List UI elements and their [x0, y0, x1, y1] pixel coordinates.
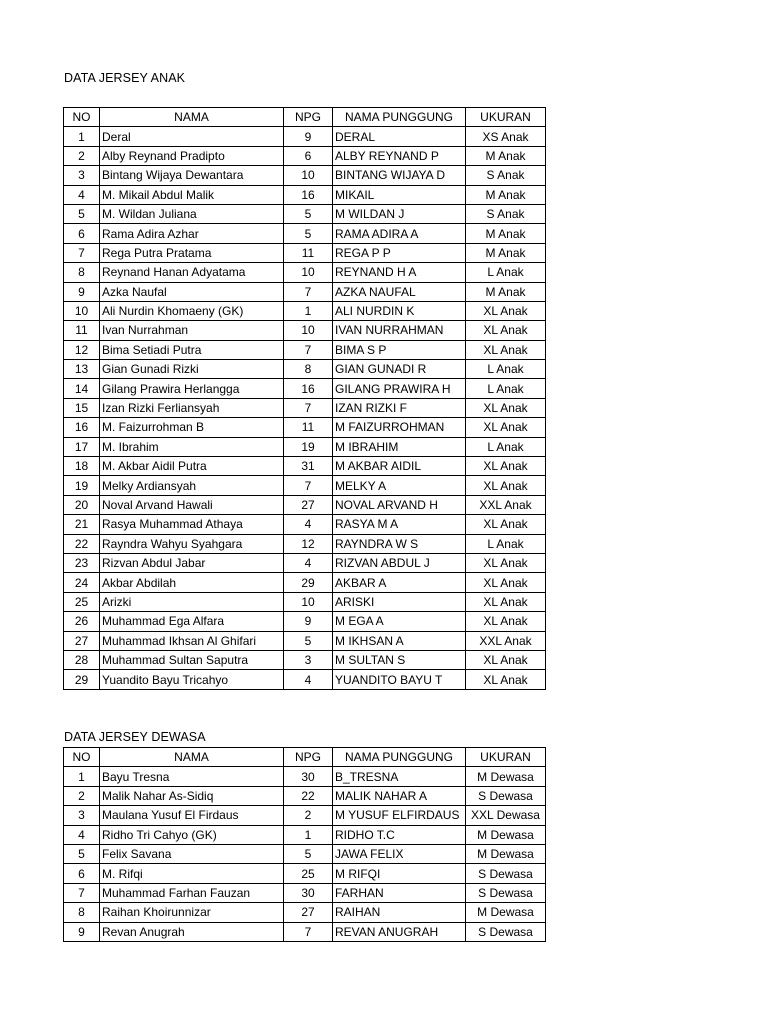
cell-nama: Azka Naufal	[100, 282, 284, 301]
table-header-row	[64, 108, 546, 127]
cell-npg: 6	[284, 146, 333, 165]
cell-npg: 9	[284, 612, 333, 631]
cell-ukuran: M Anak	[466, 282, 546, 301]
cell-nama-punggung: M RIFQI	[333, 864, 466, 883]
cell-no: 29	[64, 670, 100, 689]
cell-nama: Gian Gunadi Rizki	[100, 360, 284, 379]
column-header-nama-punggung: NAMA PUNGGUNG	[333, 748, 466, 767]
table-row	[64, 418, 546, 437]
cell-npg: 7	[284, 398, 333, 417]
cell-nama: Felix Savana	[100, 844, 284, 863]
cell-nama: Rayndra Wahyu Syahgara	[100, 534, 284, 553]
cell-ukuran: XS Anak	[466, 127, 546, 146]
table-row	[64, 534, 546, 553]
cell-nama-punggung: M IKHSAN A	[333, 631, 466, 650]
cell-no: 21	[64, 515, 100, 534]
table-row	[64, 903, 546, 922]
cell-ukuran: XXL Dewasa	[466, 806, 546, 825]
cell-npg: 30	[284, 883, 333, 902]
cell-nama: Muhammad Ikhsan Al Ghifari	[100, 631, 284, 650]
cell-nama: Yuandito Bayu Tricahyo	[100, 670, 284, 689]
cell-ukuran: M Anak	[466, 146, 546, 165]
cell-no: 14	[64, 379, 100, 398]
column-header-ukuran: UKURAN	[466, 748, 546, 767]
table-row	[64, 806, 546, 825]
cell-npg: 12	[284, 534, 333, 553]
cell-no: 27	[64, 631, 100, 650]
cell-no: 7	[64, 883, 100, 902]
table-row	[64, 166, 546, 185]
cell-nama: Ridho Tri Cahyo (GK)	[100, 825, 284, 844]
table-row	[64, 786, 546, 805]
table-row	[64, 476, 546, 495]
cell-no: 13	[64, 360, 100, 379]
cell-nama-punggung: AKBAR A	[333, 573, 466, 592]
cell-ukuran: S Dewasa	[466, 922, 546, 941]
cell-nama: Bintang Wijaya Dewantara	[100, 166, 284, 185]
cell-nama-punggung: M YUSUF ELFIRDAUS	[333, 806, 466, 825]
cell-nama: M. Ibrahim	[100, 437, 284, 456]
cell-ukuran: M Dewasa	[466, 825, 546, 844]
cell-no: 5	[64, 844, 100, 863]
cell-nama-punggung: M EGA A	[333, 612, 466, 631]
cell-npg: 7	[284, 340, 333, 359]
cell-nama: Bima Setiadi Putra	[100, 340, 284, 359]
cell-no: 26	[64, 612, 100, 631]
cell-ukuran: XL Anak	[466, 573, 546, 592]
jersey-table-anak	[63, 107, 546, 690]
table-row	[64, 670, 546, 689]
cell-npg: 1	[284, 825, 333, 844]
column-header-nama-punggung: NAMA PUNGGUNG	[333, 108, 466, 127]
cell-nama-punggung: ARISKI	[333, 592, 466, 611]
cell-ukuran: L Anak	[466, 534, 546, 553]
cell-nama-punggung: GIAN GUNADI R	[333, 360, 466, 379]
cell-nama-punggung: B_TRESNA	[333, 767, 466, 786]
cell-nama-punggung: M SULTAN S	[333, 650, 466, 669]
cell-ukuran: XL Anak	[466, 476, 546, 495]
cell-nama: Rama Adira Azhar	[100, 224, 284, 243]
cell-no: 1	[64, 767, 100, 786]
cell-nama-punggung: REYNAND H A	[333, 263, 466, 282]
cell-ukuran: XL Anak	[466, 670, 546, 689]
cell-npg: 7	[284, 476, 333, 495]
cell-no: 28	[64, 650, 100, 669]
table-row	[64, 340, 546, 359]
table-row	[64, 553, 546, 572]
cell-nama: Muhammad Farhan Fauzan	[100, 883, 284, 902]
cell-nama-punggung: REGA P P	[333, 243, 466, 262]
cell-no: 23	[64, 553, 100, 572]
cell-npg: 9	[284, 127, 333, 146]
cell-no: 4	[64, 185, 100, 204]
cell-npg: 10	[284, 166, 333, 185]
table-row	[64, 243, 546, 262]
cell-ukuran: M Anak	[466, 185, 546, 204]
cell-ukuran: L Anak	[466, 360, 546, 379]
cell-no: 11	[64, 321, 100, 340]
cell-nama-punggung: JAWA FELIX	[333, 844, 466, 863]
cell-ukuran: XL Anak	[466, 457, 546, 476]
cell-nama-punggung: IVAN NURRAHMAN	[333, 321, 466, 340]
jersey-table-dewasa	[63, 747, 546, 942]
table-row	[64, 515, 546, 534]
cell-no: 25	[64, 592, 100, 611]
column-header-no: NO	[64, 748, 100, 767]
table-row	[64, 437, 546, 456]
cell-ukuran: M Dewasa	[466, 844, 546, 863]
cell-ukuran: L Anak	[466, 263, 546, 282]
cell-nama: M. Faizurrohman B	[100, 418, 284, 437]
table-header-row	[64, 748, 546, 767]
table-row	[64, 263, 546, 282]
cell-ukuran: M Dewasa	[466, 903, 546, 922]
table-row	[64, 883, 546, 902]
cell-npg: 11	[284, 243, 333, 262]
cell-nama-punggung: BIMA S P	[333, 340, 466, 359]
cell-npg: 4	[284, 553, 333, 572]
cell-npg: 10	[284, 592, 333, 611]
cell-nama-punggung: RIZVAN ABDUL J	[333, 553, 466, 572]
table-row	[64, 224, 546, 243]
table-row	[64, 146, 546, 165]
cell-npg: 7	[284, 922, 333, 941]
table-row	[64, 631, 546, 650]
cell-no: 9	[64, 922, 100, 941]
cell-ukuran: XL Anak	[466, 553, 546, 572]
cell-nama: M. Mikail Abdul Malik	[100, 185, 284, 204]
table-row	[64, 592, 546, 611]
cell-ukuran: XL Anak	[466, 321, 546, 340]
cell-ukuran: M Anak	[466, 243, 546, 262]
cell-ukuran: XL Anak	[466, 650, 546, 669]
cell-no: 8	[64, 903, 100, 922]
table-row	[64, 301, 546, 320]
cell-no: 19	[64, 476, 100, 495]
table-row	[64, 127, 546, 146]
column-header-ukuran: UKURAN	[466, 108, 546, 127]
cell-ukuran: L Anak	[466, 379, 546, 398]
cell-npg: 5	[284, 204, 333, 223]
cell-npg: 1	[284, 301, 333, 320]
cell-nama-punggung: MALIK NAHAR A	[333, 786, 466, 805]
cell-ukuran: XL Anak	[466, 301, 546, 320]
cell-nama-punggung: REVAN ANUGRAH	[333, 922, 466, 941]
cell-npg: 30	[284, 767, 333, 786]
cell-nama-punggung: MELKY A	[333, 476, 466, 495]
cell-ukuran: M Anak	[466, 224, 546, 243]
cell-no: 17	[64, 437, 100, 456]
cell-ukuran: XL Anak	[466, 612, 546, 631]
cell-nama: M. Akbar Aidil Putra	[100, 457, 284, 476]
cell-ukuran: S Anak	[466, 166, 546, 185]
cell-npg: 4	[284, 670, 333, 689]
cell-nama: Rega Putra Pratama	[100, 243, 284, 262]
table-row	[64, 573, 546, 592]
cell-no: 24	[64, 573, 100, 592]
cell-nama: Bayu Tresna	[100, 767, 284, 786]
cell-npg: 16	[284, 379, 333, 398]
cell-nama-punggung: RASYA M A	[333, 515, 466, 534]
cell-no: 2	[64, 786, 100, 805]
cell-nama: Deral	[100, 127, 284, 146]
cell-nama-punggung: RAIHAN	[333, 903, 466, 922]
cell-ukuran: S Dewasa	[466, 786, 546, 805]
cell-no: 18	[64, 457, 100, 476]
table-row	[64, 825, 546, 844]
cell-nama: Noval Arvand Hawali	[100, 495, 284, 514]
cell-nama: Muhammad Ega Alfara	[100, 612, 284, 631]
cell-no: 2	[64, 146, 100, 165]
cell-nama-punggung: GILANG PRAWIRA H	[333, 379, 466, 398]
cell-nama: Akbar Abdilah	[100, 573, 284, 592]
cell-nama: Rizvan Abdul Jabar	[100, 553, 284, 572]
cell-nama: Alby Reynand Pradipto	[100, 146, 284, 165]
cell-ukuran: S Dewasa	[466, 864, 546, 883]
cell-nama-punggung: ALI NURDIN K	[333, 301, 466, 320]
section-title-dewasa: DATA JERSEY DEWASA	[64, 730, 206, 744]
cell-npg: 27	[284, 495, 333, 514]
table-row	[64, 185, 546, 204]
cell-ukuran: L Anak	[466, 437, 546, 456]
cell-no: 6	[64, 864, 100, 883]
section-title-anak: DATA JERSEY ANAK	[64, 71, 186, 85]
table-row	[64, 612, 546, 631]
table-row	[64, 457, 546, 476]
cell-npg: 4	[284, 515, 333, 534]
cell-nama-punggung: M FAIZURROHMAN	[333, 418, 466, 437]
cell-nama: M. Wildan Juliana	[100, 204, 284, 223]
cell-nama: Muhammad Sultan Saputra	[100, 650, 284, 669]
table-row	[64, 864, 546, 883]
table-row	[64, 495, 546, 514]
cell-npg: 8	[284, 360, 333, 379]
cell-no: 3	[64, 166, 100, 185]
cell-ukuran: XL Anak	[466, 398, 546, 417]
cell-nama-punggung: BINTANG WIJAYA D	[333, 166, 466, 185]
cell-nama: Reynand Hanan Adyatama	[100, 263, 284, 282]
cell-no: 16	[64, 418, 100, 437]
table-row	[64, 204, 546, 223]
cell-npg: 29	[284, 573, 333, 592]
cell-npg: 10	[284, 263, 333, 282]
cell-npg: 5	[284, 844, 333, 863]
cell-ukuran: S Anak	[466, 204, 546, 223]
cell-npg: 19	[284, 437, 333, 456]
cell-nama-punggung: ALBY REYNAND P	[333, 146, 466, 165]
cell-nama: Rasya Muhammad Athaya	[100, 515, 284, 534]
table-row	[64, 321, 546, 340]
cell-npg: 7	[284, 282, 333, 301]
cell-ukuran: XXL Anak	[466, 631, 546, 650]
cell-npg: 11	[284, 418, 333, 437]
cell-nama: Revan Anugrah	[100, 922, 284, 941]
cell-nama-punggung: FARHAN	[333, 883, 466, 902]
cell-nama-punggung: AZKA NAUFAL	[333, 282, 466, 301]
cell-nama: Izan Rizki Ferliansyah	[100, 398, 284, 417]
table-row	[64, 379, 546, 398]
cell-nama-punggung: NOVAL ARVAND H	[333, 495, 466, 514]
cell-nama-punggung: RAYNDRA W S	[333, 534, 466, 553]
cell-no: 6	[64, 224, 100, 243]
cell-npg: 16	[284, 185, 333, 204]
table-row	[64, 360, 546, 379]
column-header-nama: NAMA	[100, 108, 284, 127]
cell-no: 15	[64, 398, 100, 417]
cell-no: 1	[64, 127, 100, 146]
cell-nama: Arizki	[100, 592, 284, 611]
cell-ukuran: M Dewasa	[466, 767, 546, 786]
cell-npg: 10	[284, 321, 333, 340]
cell-no: 22	[64, 534, 100, 553]
cell-nama-punggung: RIDHO T.C	[333, 825, 466, 844]
cell-no: 10	[64, 301, 100, 320]
cell-nama: Ivan Nurrahman	[100, 321, 284, 340]
column-header-no: NO	[64, 108, 100, 127]
cell-ukuran: S Dewasa	[466, 883, 546, 902]
column-header-npg: NPG	[284, 748, 333, 767]
cell-no: 4	[64, 825, 100, 844]
cell-ukuran: XXL Anak	[466, 495, 546, 514]
table-row	[64, 922, 546, 941]
cell-no: 9	[64, 282, 100, 301]
cell-npg: 3	[284, 650, 333, 669]
cell-npg: 5	[284, 224, 333, 243]
cell-nama-punggung: M IBRAHIM	[333, 437, 466, 456]
cell-no: 3	[64, 806, 100, 825]
table-row	[64, 650, 546, 669]
cell-nama: M. Rifqi	[100, 864, 284, 883]
cell-npg: 27	[284, 903, 333, 922]
table-row	[64, 844, 546, 863]
cell-nama: Raihan Khoirunnizar	[100, 903, 284, 922]
table-row	[64, 398, 546, 417]
cell-ukuran: XL Anak	[466, 515, 546, 534]
cell-npg: 22	[284, 786, 333, 805]
cell-nama: Malik Nahar As-Sidiq	[100, 786, 284, 805]
cell-nama-punggung: MIKAIL	[333, 185, 466, 204]
table-row	[64, 282, 546, 301]
cell-nama-punggung: IZAN RIZKI F	[333, 398, 466, 417]
cell-ukuran: XL Anak	[466, 340, 546, 359]
cell-npg: 25	[284, 864, 333, 883]
cell-nama: Melky Ardiansyah	[100, 476, 284, 495]
cell-npg: 5	[284, 631, 333, 650]
cell-nama-punggung: M WILDAN J	[333, 204, 466, 223]
cell-ukuran: XL Anak	[466, 418, 546, 437]
cell-npg: 2	[284, 806, 333, 825]
column-header-npg: NPG	[284, 108, 333, 127]
cell-no: 8	[64, 263, 100, 282]
cell-nama: Ali Nurdin Khomaeny (GK)	[100, 301, 284, 320]
cell-nama-punggung: M AKBAR AIDIL	[333, 457, 466, 476]
table-row	[64, 767, 546, 786]
cell-nama-punggung: YUANDITO BAYU T	[333, 670, 466, 689]
cell-nama: Gilang Prawira Herlangga	[100, 379, 284, 398]
cell-ukuran: XL Anak	[466, 592, 546, 611]
column-header-nama: NAMA	[100, 748, 284, 767]
cell-no: 20	[64, 495, 100, 514]
cell-no: 5	[64, 204, 100, 223]
cell-no: 12	[64, 340, 100, 359]
cell-nama: Maulana Yusuf El Firdaus	[100, 806, 284, 825]
cell-no: 7	[64, 243, 100, 262]
cell-nama-punggung: DERAL	[333, 127, 466, 146]
cell-npg: 31	[284, 457, 333, 476]
cell-nama-punggung: RAMA ADIRA A	[333, 224, 466, 243]
